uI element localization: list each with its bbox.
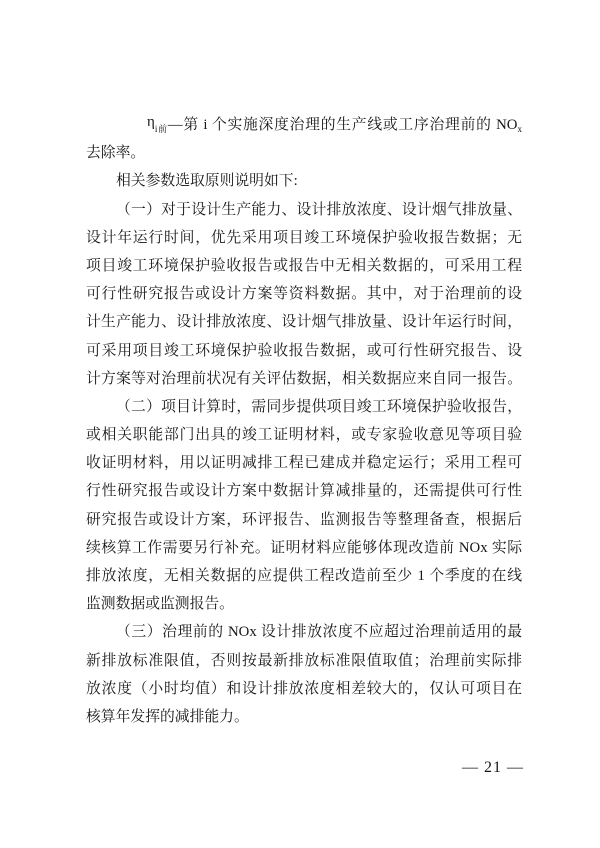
section-1-line-3: 项目竣工环境保护验收报告或报告中无相关数据的，可采用工程 bbox=[86, 257, 522, 274]
definition-text: —第 i 个实施深度治理的生产线或工序治理前的 NO bbox=[167, 117, 518, 133]
page-number: — 21 — bbox=[462, 759, 524, 776]
eta-subscript: i前 bbox=[154, 124, 168, 134]
section-3-line-3: 放浓度（小时均值）和设计排放浓度相差较大的，仅认可项目在 bbox=[86, 680, 522, 697]
section-1-line-6: 可采用项目竣工环境保护验收报告数据，或可行性研究报告、设 bbox=[86, 342, 522, 359]
section-2-line-3: 收证明材料，用以证明减排工程已建成并稳定运行；采用工程可 bbox=[86, 455, 522, 472]
section-2-line-8: 监测数据或监测报告。 bbox=[86, 596, 234, 613]
document-body bbox=[86, 111, 522, 731]
section-1-line-4: 可行性研究报告或设计方案等资料数据。其中，对于治理前的设 bbox=[86, 286, 522, 303]
eta-symbol: η bbox=[147, 114, 155, 130]
section-2-line-2: 或相关职能部门出具的竣工证明材料，或专家验收意见等项目验 bbox=[86, 427, 522, 444]
section-2-line-4: 行性研究报告或设计方案中数据计算减排量的，还需提供可行性 bbox=[86, 483, 522, 500]
definition-continuation: 去除率。 bbox=[86, 145, 146, 162]
intro-text: 相关参数选取原则说明如下: bbox=[116, 173, 298, 190]
section-3-line-4: 核算年发挥的减排能力。 bbox=[86, 708, 249, 725]
section-1-line-5: 计生产能力、设计排放浓度、设计烟气排放量、设计年运行时间， bbox=[86, 314, 522, 331]
definition-line bbox=[86, 111, 522, 139]
section-1 bbox=[86, 196, 522, 393]
section-3-line-2: 新排放标准限值，否则按最新排放标准限值取值；治理前实际排 bbox=[86, 652, 522, 669]
section-3 bbox=[86, 618, 522, 731]
section-3-line-1: （三）治理前的 NOx 设计排放浓度不应超过治理前适用的最 bbox=[116, 624, 522, 641]
nox-subscript: x bbox=[517, 124, 522, 134]
section-1-line-2: 设计年运行时间，优先采用项目竣工环境保护验收报告数据；无 bbox=[86, 229, 522, 246]
section-1-line-1: （一）对于设计生产能力、设计排放浓度、设计烟气排放量、 bbox=[116, 201, 522, 218]
section-1-line-7: 计方案等对治理前状况有关评估数据，相关数据应来自同一报告。 bbox=[86, 370, 522, 387]
section-2 bbox=[86, 393, 522, 619]
section-2-line-5: 研究报告或设计方案，环评报告、监测报告等整理备查，根据后 bbox=[86, 511, 522, 528]
section-2-line-7: 排放浓度，无相关数据的应提供工程改造前至少 1 个季度的在线 bbox=[86, 568, 522, 584]
section-2-line-1: （二）项目计算时，需同步提供项目竣工环境保护验收报告， bbox=[116, 398, 522, 415]
section-2-line-6: 续核算工作需要另行补充。证明材料应能够体现改造前 NOx 实际 bbox=[86, 539, 522, 556]
